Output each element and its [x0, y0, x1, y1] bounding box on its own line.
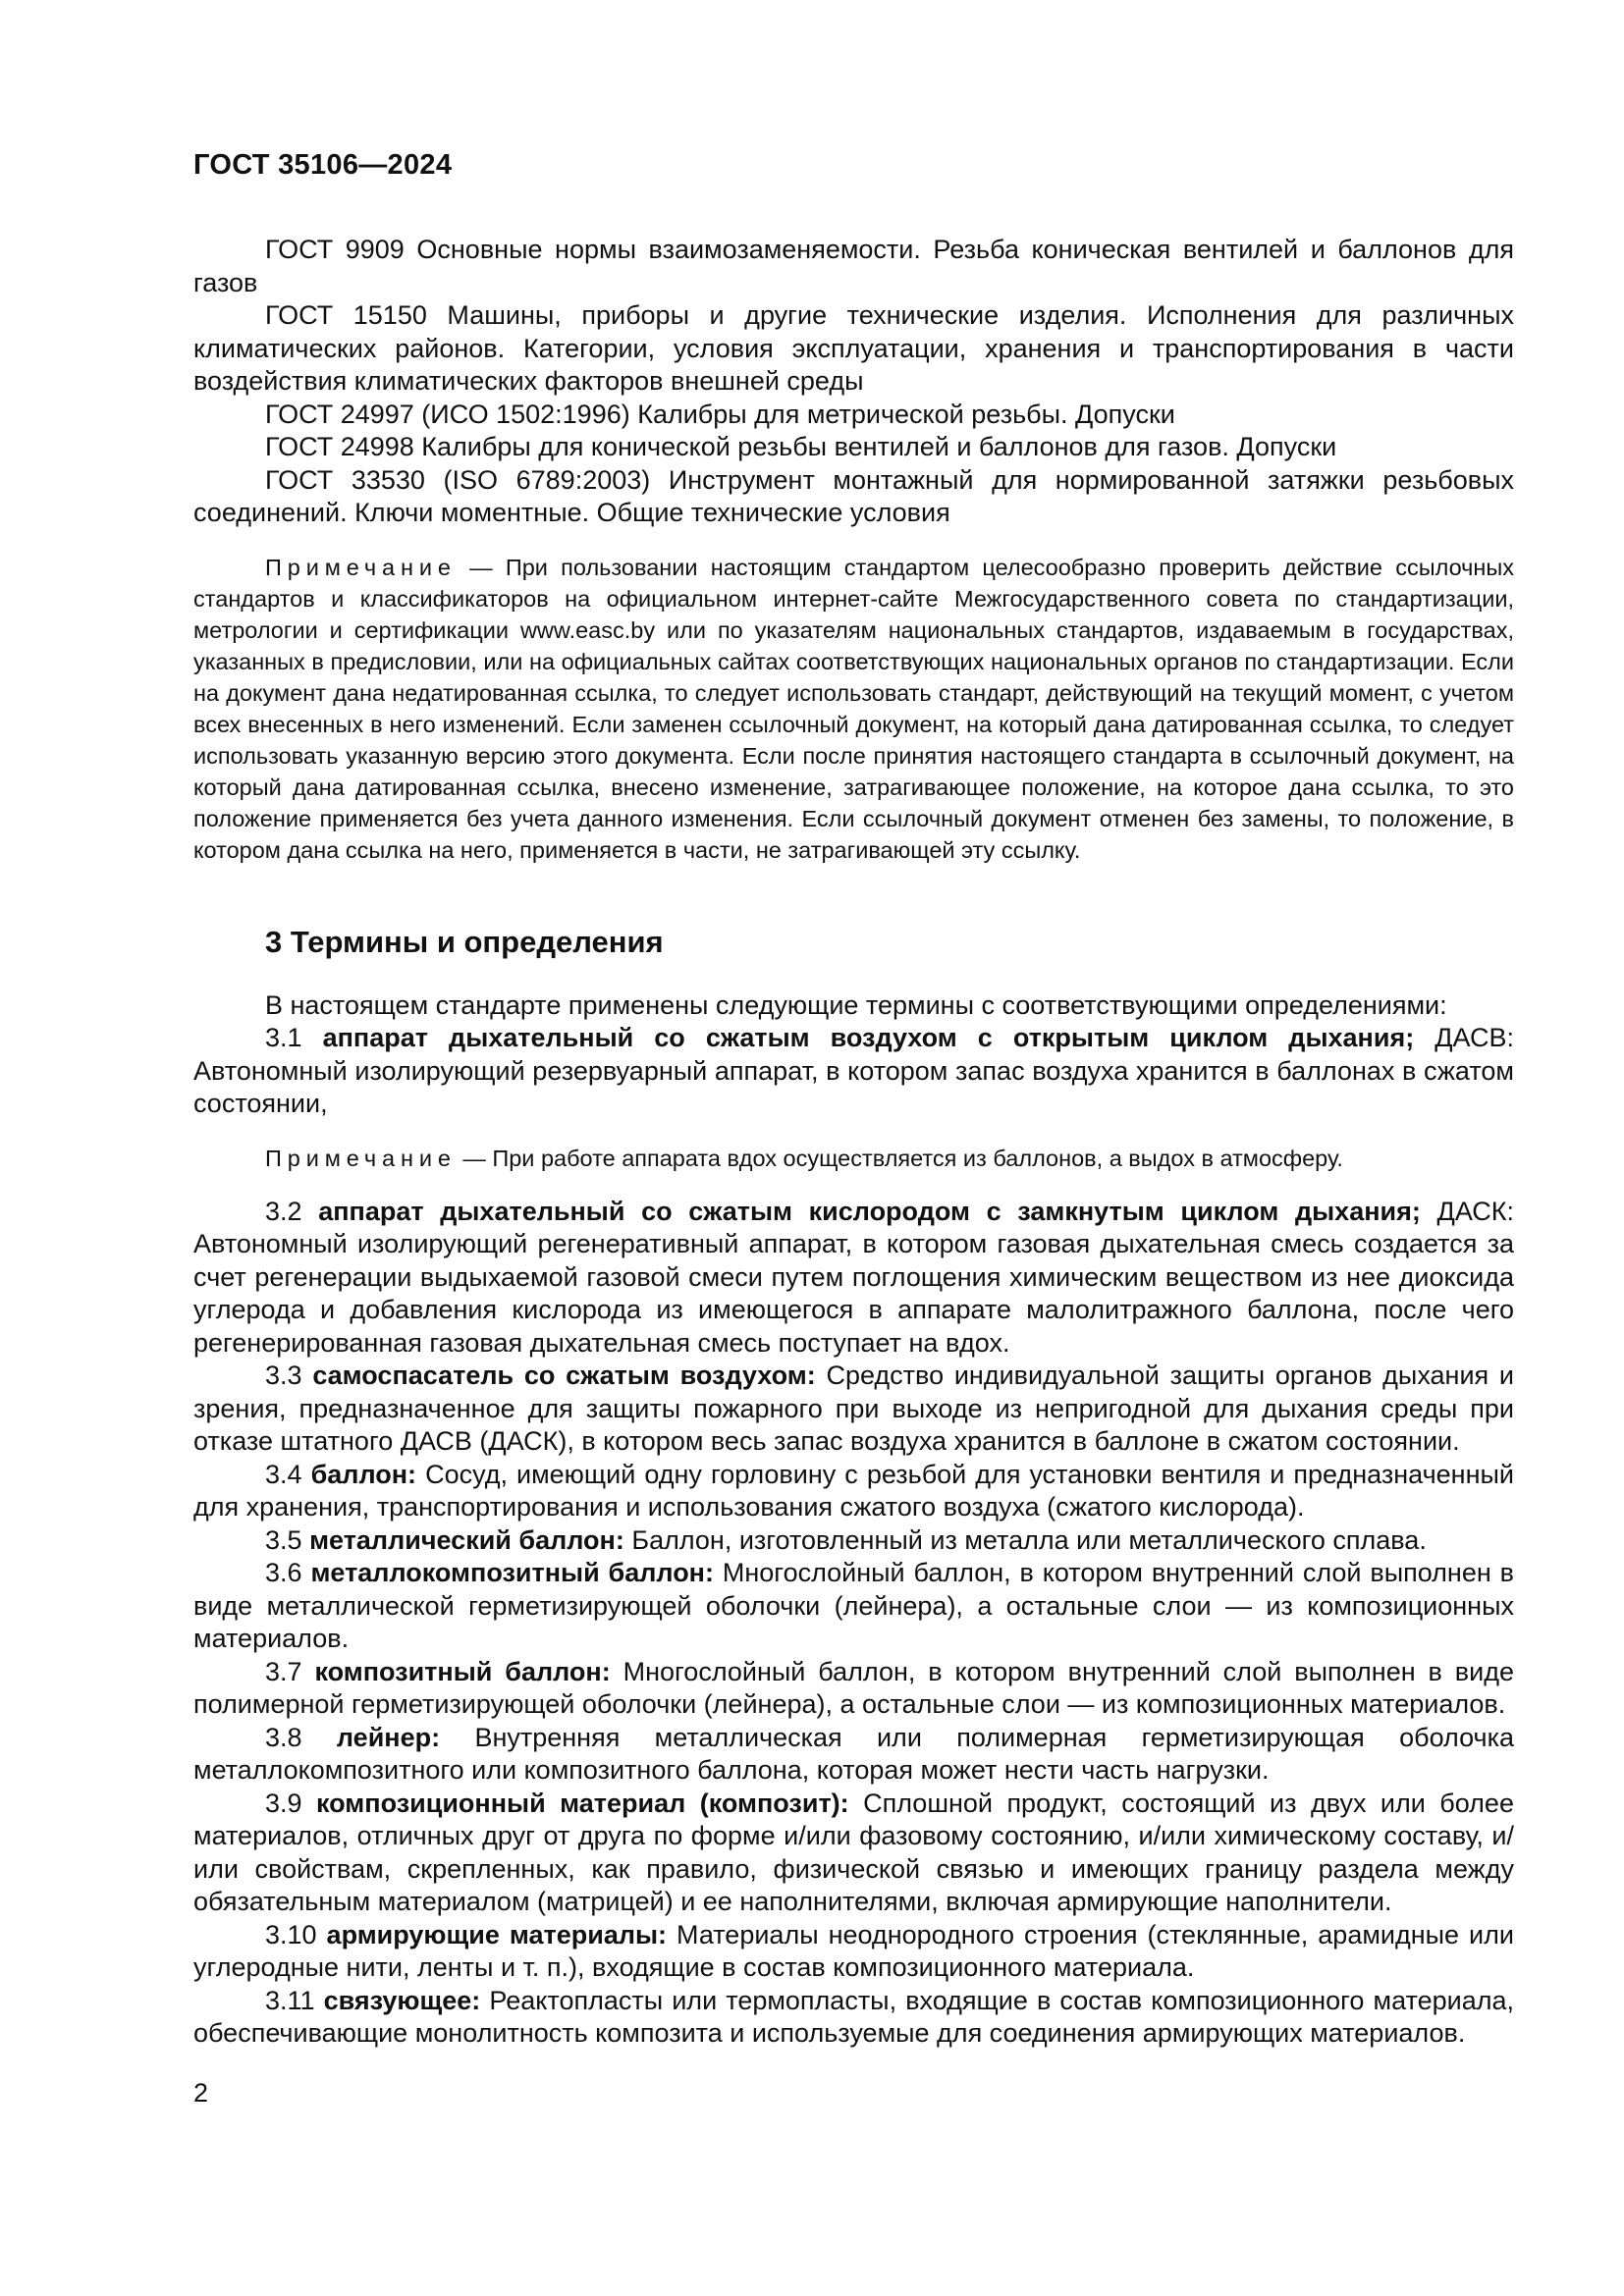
term-definition: ДАСВ: Автономный изолирующий резервуарный аппарат, в котором запас воздуха хранится в баллонах в сжатом состоянии,: [193, 1023, 1514, 1118]
normative-references-section: [193, 234, 1514, 530]
note-text: — При работе аппарата вдох осуществляется из баллонов, а выдох в атмосферу.: [462, 1145, 1343, 1171]
term-definition: Реактопласты или термопласты, входящие в состав композиционного материала, обеспечивающие монолитность композита и используемые для соединения армирующих материалов.: [193, 1985, 1514, 2048]
term-name: баллон:: [310, 1459, 417, 1489]
note-label: Примечание: [265, 1145, 457, 1171]
term-number: 3.7: [265, 1656, 302, 1686]
reference-paragraph: ГОСТ 15150 Машины, приборы и другие технические изделия. Исполнения для различных климатических районов. Категории, условия эксплуатации, хранения и транспортирования в части воздействия климатических факторов внешней среды: [193, 300, 1514, 396]
reference-paragraph: ГОСТ 33530 (ISO 6789:2003) Инструмент монтажный для нормированной затяжки резьбовых соединений. Ключи моментные. Общие технические условия: [193, 464, 1514, 527]
term-number: 3.9: [265, 1788, 302, 1818]
term-number: 3.4: [265, 1459, 302, 1489]
term-name: самоспасатель со сжатым воздухом:: [312, 1361, 816, 1390]
term-3-8: [193, 1722, 1514, 1788]
term-name: композиционный материал (композит):: [316, 1788, 849, 1818]
term-number: 3.5: [265, 1524, 302, 1555]
term-3-7: [193, 1656, 1514, 1722]
term-3-3: [193, 1360, 1514, 1459]
term-definition: Сплошной продукт, состоящий из двух или более материалов, отличных друг от друга по форме и/или фазовому состоянию, и/или химическому составу, и/или свойствам, скрепленных, как правило, физической связью и имеющих границу раздела между обязательным материалом (матрицей) и ее наполнителями, включая армирующие наполнители.: [193, 1788, 1514, 1916]
term-3-1-note: [193, 1143, 1514, 1174]
term-number: 3.1: [265, 1023, 302, 1052]
document-header-code: ГОСТ 35106—2024: [193, 149, 453, 181]
term-number: 3.10: [265, 1919, 317, 1949]
section-heading-terms: 3 Термины и определения: [265, 924, 664, 959]
reference-paragraph: ГОСТ 24997 (ИСО 1502:1996) Калибры для метрической резьбы. Допуски: [265, 399, 1175, 429]
term-name: аппарат дыхательный со сжатым кислородом с замкнутым циклом дыхания;: [318, 1196, 1421, 1226]
term-definition: Материалы неоднородного строения (стеклянные, арамидные или углеродные нити, ленты и т. п.), входящие в состав композиционного материала.: [193, 1919, 1514, 1982]
term-number: 3.6: [265, 1558, 302, 1587]
term-definition: Внутренняя металлическая или полимерная герметизирующая оболочка металлокомпозитного или композитного баллона, которая может нести часть нагрузки.: [193, 1722, 1514, 1785]
term-definition: Средство индивидуальной защиты органов дыхания и зрения, предназначенное для защиты пожарного при выходе из непригодной для дыхания среды при отказе штатного ДАСВ (ДАСК), в котором весь запас воздуха хранится в баллоне в сжатом состоянии.: [193, 1361, 1514, 1456]
term-name: связующее:: [323, 1985, 481, 2015]
term-name: металлокомпозитный баллон:: [310, 1558, 714, 1587]
term-3-10: [193, 1919, 1514, 1985]
term-definition: Баллон, изготовленный из металла или металлического сплава.: [631, 1524, 1427, 1555]
term-3-9: [193, 1788, 1514, 1919]
term-number: 3.11: [265, 1985, 315, 2015]
term-name: металлический баллон:: [309, 1524, 624, 1555]
term-3-1: [193, 1022, 1514, 1121]
section-intro: В настоящем стандарте применены следующие термины с соответствующими определениями:: [265, 989, 1447, 1020]
note-label: Примечание: [265, 554, 457, 580]
term-name: аппарат дыхательный со сжатым воздухом с открытым циклом дыхания;: [322, 1023, 1415, 1052]
term-name: композитный баллон:: [314, 1656, 611, 1686]
term-definition: Сосуд, имеющий одну горловину с резьбой для установки вентиля и предназначенный для хранения, транспортирования и использования сжатого воздуха (сжатого кислорода).: [193, 1459, 1514, 1522]
term-3-2: [193, 1196, 1514, 1361]
note-text: — При пользовании настоящим стандартом целесообразно проверить действие ссылочных стандартов и классификаторов на официальном интернет-сайте Межгосударственного совета по стандартизации, метрологии и сертификации www.easc.by или по указателям национальных стандартов, издаваемым в государствах, указанных в предисловии, или на официальных сайтах соответствующих национальных органов по стандартизации. Если на документ дана недатированная ссылка, то следует использовать стандарт, действующий на текущий момент, с учетом всех внесенных в него изменений. Если заменен ссылочный документ, на который дана датированная ссылка, то следует использовать указанную версию этого документа. Если после принятия настоящего стандарта в ссылочный документ, на который дана датированная ссылка, внесено изменение, затрагивающее положение, на которое дана ссылка, то это положение применяется без учета данного изменения. Если ссылочный документ отменен без замены, то положение, в котором дана ссылка на него, применяется в части, не затрагивающей эту ссылку.: [193, 554, 1515, 863]
term-3-5: [193, 1524, 1514, 1558]
term-number: 3.2: [265, 1196, 302, 1226]
references-note: [193, 552, 1514, 866]
term-name: лейнер:: [336, 1722, 441, 1752]
term-3-11: [193, 1985, 1514, 2051]
note-paragraph: [193, 552, 1514, 866]
term-number: 3.8: [265, 1722, 302, 1752]
term-definition: ДАСК: Автономный изолирующий регенеративный аппарат, в котором газовая дыхательная смесь создается за счет регенерации выдыхаемой газовой смеси путем поглощения химическим веществом из нее диоксида углерода и добавления кислорода из имеющегося в аппарате малолитражного баллона, после чего регенерированная газовая дыхательная смесь поступает на вдох.: [193, 1196, 1514, 1358]
term-definition: Многослойный баллон, в котором внутренний слой выполнен в виде полимерной герметизирующей оболочки (лейнера), а остальные слои — из композиционных материалов.: [193, 1656, 1514, 1719]
note-paragraph: [193, 1143, 1514, 1174]
term-definition: Многослойный баллон, в котором внутренний слой выполнен в виде металлической герметизирующей оболочки (лейнера), а остальные слои — из композиционных материалов.: [193, 1558, 1514, 1653]
term-3-4: [193, 1459, 1514, 1524]
reference-paragraph: ГОСТ 24998 Калибры для конической резьбы вентилей и баллонов для газов. Допуски: [265, 432, 1337, 461]
reference-paragraph: ГОСТ 9909 Основные нормы взаимозаменяемости. Резьба коническая вентилей и баллонов для газов: [193, 235, 1514, 297]
term-3-6: [193, 1557, 1514, 1656]
page-number: 2: [193, 2077, 209, 2108]
term-name: армирующие материалы:: [326, 1919, 668, 1949]
term-number: 3.3: [265, 1361, 302, 1390]
